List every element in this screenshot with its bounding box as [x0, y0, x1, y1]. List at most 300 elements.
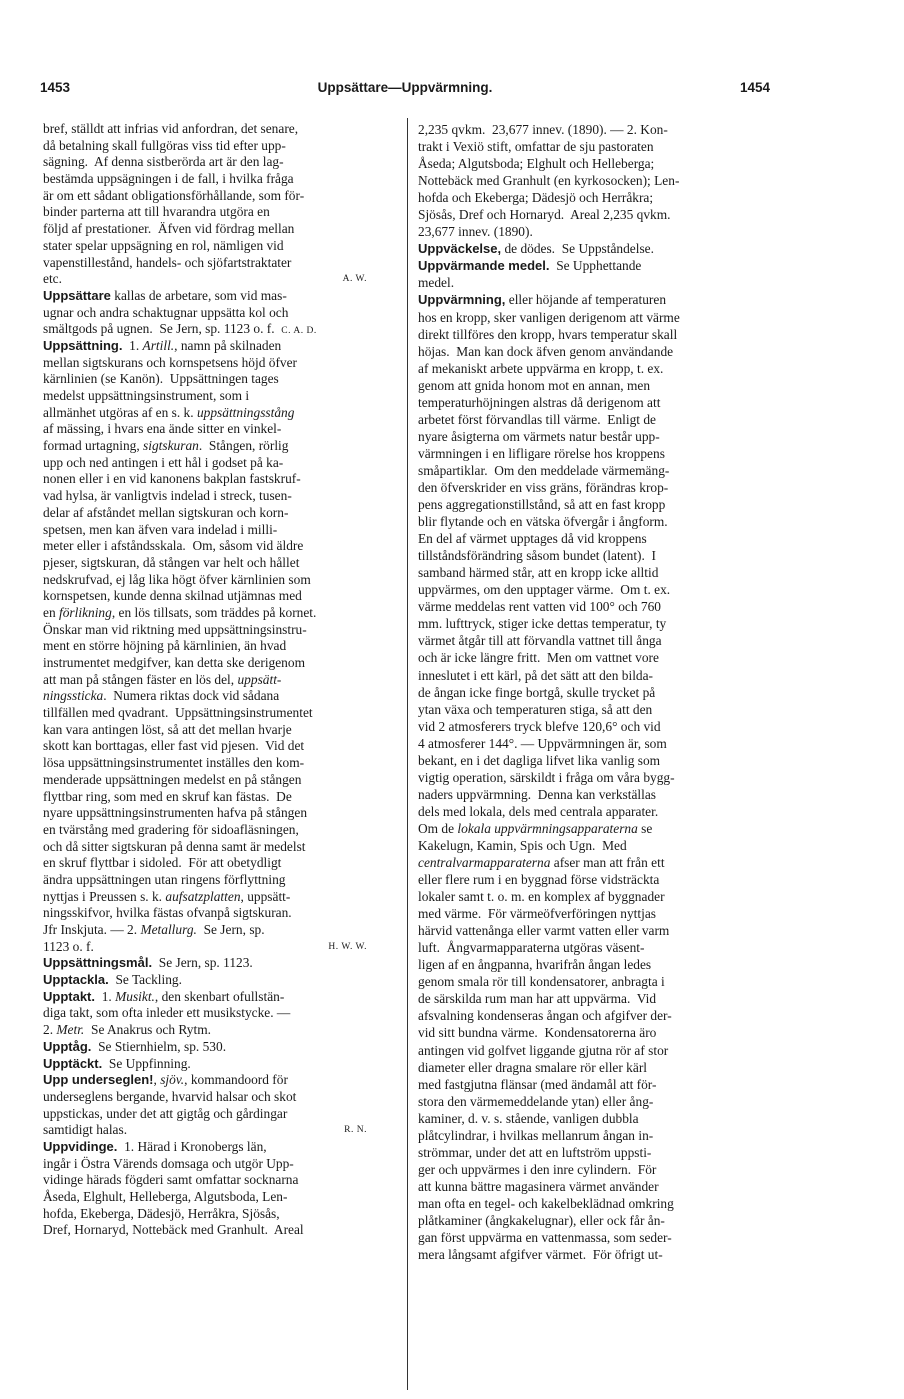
entry-headword: Upp underseglen! [43, 1072, 154, 1088]
line-text: binder parterna att till hvarandra utgöra en [43, 204, 270, 220]
text-line [43, 1139, 389, 1156]
line-text: . Stången, rörlig [198, 438, 289, 454]
line-text: vad hylsa, är vanligtvis indelad i streck, tusen- [43, 488, 292, 504]
line-text: värme meddelas rent vatten vid 100° och 760 [418, 599, 661, 615]
text-line [418, 377, 764, 394]
text-line [43, 1072, 389, 1089]
italic-text: centralvarmapparaterna [418, 855, 551, 871]
text-line [43, 271, 389, 288]
text-line [418, 326, 764, 343]
text-line [43, 738, 389, 755]
line-text: ugnar och andra schaktugnar uppsätta kol och [43, 304, 289, 320]
text-line [418, 496, 764, 513]
line-text: sägning. Af denna sistberörda art är den lag- [43, 154, 284, 170]
text-line [43, 1189, 389, 1206]
text-line [43, 939, 389, 956]
line-text: hofda och Ekeberga; Dädesjö och Herråkra; [418, 190, 654, 206]
text-line [43, 955, 389, 972]
line-text: vigtig operation, särskildt i fråga om våra bygg- [418, 769, 675, 785]
line-text: man ofta en tegel- och kakelbeklädnad omkring [418, 1195, 674, 1211]
line-text: , kommandoord för [184, 1072, 288, 1088]
text-line [418, 956, 764, 973]
line-text: småpartiklar. Om den meddelade värmemäng- [418, 462, 670, 478]
text-line [43, 1206, 389, 1223]
line-text: . Numera riktas dock vid sådana [103, 688, 280, 704]
text-line [418, 257, 764, 274]
line-text: allmänhet utgöras af en s. k. [43, 404, 197, 420]
line-text: , namn på skilnaden [174, 337, 282, 353]
text-line [418, 513, 764, 530]
line-text: ingår i Östra Värends domsaga och utgör Upp- [43, 1155, 294, 1171]
text-line [418, 291, 764, 308]
text-line [43, 655, 389, 672]
text-line [43, 605, 389, 622]
line-text: nyare uppsättningsinstrumenten hafva på stången [43, 805, 308, 821]
line-text: kallas de arbetare, som vid mas- [110, 287, 287, 303]
italic-text: Artill. [142, 337, 175, 353]
text-line [418, 769, 764, 786]
running-title: Uppsättare—Uppvärmning. [317, 80, 493, 95]
text-line [43, 371, 389, 388]
text-line [43, 171, 389, 188]
line-text: vid sitt bundna värme. Kondensatorerna äro [418, 1025, 657, 1041]
text-line [418, 888, 764, 905]
entry-headword: Uppsättning. [43, 337, 123, 353]
line-text: eller höjande af temperaturen [505, 292, 667, 308]
line-text: luft. Ångvarmapparaterna utgöras väsent- [418, 940, 645, 956]
text-line [43, 1172, 389, 1189]
line-text: medel. [418, 275, 455, 291]
author-signature: H. W. W. [328, 941, 367, 952]
text-line [418, 598, 764, 615]
text-line [43, 1222, 389, 1239]
line-text: då betalning skall fullgöras viss tid efter upp- [43, 137, 286, 153]
line-text: Önskar man vid riktning med uppsättningsinstru- [43, 621, 307, 637]
line-text: meter eller i afståndsskala. Om, såsom vid äldre [43, 538, 304, 554]
line-text: Nottebäck med Granhult (en kyrkosocken); Len- [418, 173, 680, 189]
line-text: , en lös tillsats, som träddes på kornet. [111, 604, 317, 620]
line-text: en skruf flyttbar i sidoled. För att obetydligt [43, 855, 282, 871]
text-line [418, 939, 764, 956]
line-text: Jfr Inskjuta. — 2. [43, 922, 141, 937]
text-line [43, 405, 389, 422]
line-text: nyttjas i Preussen s. k. [43, 888, 166, 904]
entry-headword: Uppvärmning, [418, 292, 506, 308]
line-text: Se Jern, sp. 1123. [152, 955, 253, 971]
line-text: genom att gnida honom mot en annan, men [418, 377, 651, 393]
line-text: de särskilda rum man har att uppvärma. Vid [418, 991, 657, 1007]
text-line [43, 488, 389, 505]
text-line [43, 121, 389, 138]
entry-headword: Uppvärmande medel. [418, 258, 550, 274]
text-line [418, 854, 764, 871]
line-text: med fastgjutna flänsar (med ändamål att för- [418, 1076, 657, 1092]
line-text: plåtcylindrar, i hvilkas mellanrum ångan in- [418, 1127, 654, 1143]
text-line [418, 1059, 764, 1076]
text-line [418, 1229, 764, 1246]
line-text: skott kan borttagas, eller fast vid pjesen. Vid det [43, 738, 305, 754]
line-text: arbetet först förvandlas till värme. Enligt de [418, 411, 656, 427]
text-line [418, 121, 764, 138]
text-line [418, 394, 764, 411]
text-line [418, 1007, 764, 1024]
line-text: af mässing, i hvars ena ände sitter en vinkel- [43, 421, 282, 437]
text-line [418, 240, 764, 257]
text-line [418, 1042, 764, 1059]
text-line [43, 672, 389, 689]
italic-text: sjöv. [160, 1072, 185, 1088]
entry-headword: Upptåg. [43, 1038, 92, 1054]
page-header [40, 80, 770, 100]
line-text: En del af värmet upptages då vid kroppens [418, 531, 647, 547]
entry-headword: Upptäckt. [43, 1055, 103, 1071]
line-text: följd af prestationer. Äfven vid fördrag mellan [43, 221, 295, 237]
text-line [43, 622, 389, 639]
italic-text: aufsatzplatten [165, 888, 241, 904]
line-text: af mekaniskt arbete uppvärma en kropp, t. ex. [418, 360, 664, 376]
line-text: etc. [43, 271, 62, 287]
author-signature: R. N. [344, 1125, 367, 1136]
text-line [418, 667, 764, 684]
text-line [43, 221, 389, 238]
line-text: Åseda; Algutsboda; Elghult och Helleberga; [418, 156, 655, 172]
line-text: bref, ställdt att infrias vid anfordran, det senare, [43, 121, 299, 136]
line-text: med värme. För värmeöfverföringen nyttjas [418, 906, 656, 922]
text-line [418, 530, 764, 547]
text-line [43, 572, 389, 589]
italic-text: lokala uppvärmningsapparaterna [457, 820, 638, 836]
text-line [418, 462, 764, 479]
text-line [43, 522, 389, 539]
line-text: tillfällen med qvadrant. Uppsättningsinstrumentet [43, 705, 313, 721]
italic-text: uppsätt- [237, 671, 282, 687]
line-text: smältgods på ugnen. Se Jern, sp. 1123 o. f. [43, 321, 282, 337]
text-line [418, 155, 764, 172]
line-text: underseglens bergande, hvarvid halsar och skot [43, 1088, 297, 1104]
line-text: temperaturhöjningen alstras då derigenom att [418, 394, 661, 410]
line-text: vid 2 atmosferers tryck blefve 120,6° och vid [418, 718, 661, 734]
line-text: ment en större höjning på kärnlinien, än hvad [43, 638, 287, 654]
text-line [43, 588, 389, 605]
italic-text: sigtskuran [143, 438, 199, 454]
line-text: , [153, 1072, 161, 1088]
line-text: spetsen, men kan äfven vara indelad i milli- [43, 521, 278, 537]
line-text: och är icke längre fritt. Men om vattnet vore [418, 650, 659, 666]
text-line [43, 705, 389, 722]
line-text: Se Upphettande [549, 258, 642, 274]
text-line [418, 206, 764, 223]
page-number-left: 1453 [40, 80, 71, 95]
line-text: menderade uppsättningen medelst en på stången [43, 771, 302, 787]
line-text: 23,677 innev. (1890). [418, 224, 533, 240]
entry-headword: Upptackla. [43, 972, 109, 988]
text-line [418, 735, 764, 752]
text-line [43, 1122, 389, 1139]
line-text: kaminer, d. v. s. stående, vanligen dubbla [418, 1110, 639, 1126]
line-text: kornspetsen, kunde denna skilnad utjämnas med [43, 588, 302, 604]
line-text: strömmar, under det att en luftström uppsti- [418, 1144, 652, 1160]
line-text: stater spelar uppsägning en rol, nämligen vid [43, 237, 284, 253]
line-text: antingen vid golfvet liggande gjutna rör af stor [418, 1042, 669, 1058]
text-line [43, 305, 389, 322]
italic-text: förlikning [59, 604, 112, 620]
text-line [418, 411, 764, 428]
text-line [43, 438, 389, 455]
line-text: mera långsamt afgifver värmet. För öfrigt ut- [418, 1247, 663, 1263]
text-line [43, 1056, 389, 1073]
line-text: ändra uppsättningen utan ringens förflyttning [43, 871, 286, 887]
text-line [43, 889, 389, 906]
line-text: lösa uppsättningsinstrumentet inställes den kom- [43, 755, 305, 771]
text-line [43, 455, 389, 472]
line-text: medelst uppsättningsinstrument, som i [43, 388, 250, 403]
text-line [43, 755, 389, 772]
text-line [43, 288, 389, 305]
line-text: flyttbar ring, som med en skruf kan fästas. De [43, 788, 292, 804]
line-text: direkt tillföres den kropp, hvars temperatur skall [418, 326, 678, 342]
text-line [418, 309, 764, 326]
text-line [43, 321, 389, 338]
text-line [418, 1161, 764, 1178]
line-text: en tvärstång med gradering för sidoafläsningen, [43, 821, 299, 837]
line-text: bestämda uppsägningen i de fall, i hvilka fråga [43, 171, 294, 187]
line-text: Se Jern, sp. [196, 922, 265, 937]
line-text: vidinge härads fögderi samt omfattar socknarna [43, 1172, 299, 1188]
line-text: tillståndsförändring såsom bundet (latent). I [418, 548, 657, 564]
line-text: Kakelugn, Kamin, Spis och Ugn. Med [418, 837, 627, 853]
line-text: är om ett sådant obligationsförhållande, som för- [43, 187, 305, 203]
line-text: Se Tackling. [108, 972, 182, 988]
text-line [43, 1089, 389, 1106]
text-line [43, 238, 389, 255]
text-line [418, 786, 764, 803]
text-line [418, 1076, 764, 1093]
line-text: höjas. Man kan dock äfven genom användande [418, 343, 674, 359]
text-line [418, 1144, 764, 1161]
text-line [418, 684, 764, 701]
line-text: delar af afståndet mellan sigtskuran och korn- [43, 504, 289, 520]
text-line [418, 172, 764, 189]
line-text: hofda, Ekeberga, Dädesjö, Herråkra, Sjösås, [43, 1205, 280, 1221]
line-text: den öfverskrider en viss gräns, förändras krop- [418, 479, 669, 495]
line-text: kan vara antingen löst, så att det mellan hvarje [43, 721, 292, 737]
text-line [418, 360, 764, 377]
line-text: vapenstillestånd, handels- och sjöfartstraktater [43, 254, 292, 270]
line-text: samtidigt halas. [43, 1122, 128, 1138]
line-text: de dödes. Se Uppståndelse. [501, 241, 654, 257]
line-text: plåtkaminer (ångkakelugnar), eller ock får ån- [418, 1213, 665, 1228]
text-line [43, 839, 389, 856]
line-text: afsvalning kondenseras ångan och afgifver der- [418, 1008, 672, 1024]
text-line [418, 343, 764, 360]
text-line [418, 1024, 764, 1041]
line-text: instrumentet medgifver, kan detta ske derigenom [43, 655, 305, 670]
line-text: 2,235 qvkm. 23,677 innev. (1890). — 2. Kon- [418, 122, 668, 137]
text-line [418, 1110, 764, 1127]
line-text: 2. [43, 1022, 57, 1038]
text-line [43, 421, 389, 438]
line-text: 4 atmosferer 144°. — Uppvärmningen är, som [418, 735, 667, 751]
text-line [418, 803, 764, 820]
line-text: upp och ned antingen i ett hål i godset på ka- [43, 454, 284, 470]
italic-text: uppsättningsstång [196, 404, 295, 420]
text-line [418, 990, 764, 1007]
line-text: hos en kropp, sker vanligen derigenom att värme [418, 309, 680, 325]
line-text: gan först uppvärma en vattenmassa, som seder- [418, 1230, 672, 1246]
text-line [418, 547, 764, 564]
line-text: 1. [95, 988, 116, 1004]
text-line [43, 872, 389, 889]
text-line [418, 905, 764, 922]
text-line [43, 905, 389, 922]
text-line [43, 1106, 389, 1123]
right-column [418, 121, 764, 1263]
line-text: blir flytande och en vätska öfvergår i ångform. [418, 514, 668, 530]
line-text: genom smala rör till kondensatorer, anbragta i [418, 974, 665, 990]
text-line [43, 688, 389, 705]
line-text: uppstickas, under det att gigtåg och gårdingar [43, 1105, 288, 1121]
line-text: nonen eller i en vid kanonens bakplan fastskruf- [43, 471, 301, 487]
text-line [418, 564, 764, 581]
text-line [43, 188, 389, 205]
line-text: värmet åtgår till att förvandla vattnet till ånga [418, 633, 662, 649]
text-line [418, 632, 764, 649]
italic-text: Metallurg. [140, 922, 197, 937]
text-line [43, 1022, 389, 1039]
text-line [418, 752, 764, 769]
text-line [418, 138, 764, 155]
entry-headword: Uppväckelse, [418, 241, 502, 257]
text-line [43, 822, 389, 839]
text-line [43, 338, 389, 355]
line-text: inneslutet i ett kärl, på det sätt att den bilda- [418, 667, 654, 683]
line-text: mm. lufttryck, stiger icke dettas temperatur, ty [418, 616, 667, 632]
text-line [418, 837, 764, 854]
line-text: Om de [418, 820, 458, 836]
text-line [43, 154, 389, 171]
line-text: 1123 o. f. [43, 938, 94, 954]
line-text: diameter eller dragna smalare rör eller kärl [418, 1059, 648, 1075]
text-line [43, 255, 389, 272]
italic-text: Musikt. [115, 988, 155, 1004]
author-signature: A. W. [342, 274, 367, 285]
line-text: se [637, 820, 653, 836]
line-text: samband härmed står, att en kropp icke alltid [418, 565, 659, 581]
line-text: ytan växa och temperaturen stiga, så att den [418, 701, 653, 717]
line-text: pens aggregationstillstånd, så att en fast kropp [418, 497, 666, 513]
italic-text: Metr. [56, 1022, 85, 1038]
line-text: att man på stången fäster en lös del, [43, 671, 238, 687]
text-line [418, 189, 764, 206]
text-line [418, 581, 764, 598]
line-text: ningsskifvor, hvilka fästas ofvanpå sigtskuran. [43, 905, 292, 921]
text-line [43, 805, 389, 822]
line-text: nyare åsigterna om värmets natur består upp- [418, 428, 660, 444]
text-line [43, 555, 389, 572]
line-text: att kunna bättre magasinera värmet använder [418, 1178, 659, 1194]
text-line [43, 204, 389, 221]
text-line [43, 989, 389, 1006]
entry-headword: Uppvidinge. [43, 1138, 118, 1154]
italic-text: ningssticka [43, 688, 104, 704]
line-text: Se Anakrus och Rytm. [84, 1022, 211, 1038]
entry-headword: Uppsättare [43, 287, 111, 303]
line-text: mellan sigtskurans och kornspetsens höjd öfver [43, 354, 298, 370]
line-text: dels med lokala, dels med centrala apparater. [418, 803, 659, 819]
text-line [418, 1093, 764, 1110]
text-line [43, 972, 389, 989]
text-line [418, 1195, 764, 1212]
text-line [418, 1246, 764, 1263]
text-line [418, 871, 764, 888]
line-text: 1. [122, 337, 143, 353]
text-line [43, 772, 389, 789]
line-text: värmningen i en lifligare rörelse hos kroppens [418, 445, 665, 461]
text-line [43, 138, 389, 155]
text-line [418, 718, 764, 735]
text-line [43, 388, 389, 405]
text-line [418, 973, 764, 990]
text-line [418, 1212, 764, 1229]
line-text: 1. Härad i Kronobergs län, [117, 1138, 267, 1154]
page-number-right: 1454 [739, 80, 770, 95]
text-line [43, 922, 389, 939]
line-text: Dref, Hornaryd, Nottebäck med Granhult. Areal [43, 1222, 304, 1238]
line-text: pjeser, sigtskuran, då stången var helt och hållet [43, 554, 300, 570]
text-line [418, 445, 764, 462]
entry-headword: Uppsättningsmål. [43, 955, 153, 971]
line-text: lokaler samt t. o. m. en komplex af byggnader [418, 889, 665, 905]
line-text: formad urtagning, [43, 438, 144, 454]
line-text: diga takt, som ofta inleder ett musikstycke. — [43, 1005, 291, 1021]
line-text: eller flere rum i en byggnad förse vidsträckta [418, 872, 660, 888]
text-line [43, 855, 389, 872]
line-text: en [43, 604, 59, 620]
line-text: härvid vattenånga eller varmt vatten eller varm [418, 923, 670, 939]
text-line [43, 638, 389, 655]
text-line [43, 355, 389, 372]
entry-headword: Upptakt. [43, 988, 95, 1004]
line-text: , den skenbart ofullstän- [154, 988, 285, 1004]
line-text: bekant, en i det dagliga lifvet lika vanlig som [418, 752, 661, 768]
text-line [418, 701, 764, 718]
text-line [418, 820, 764, 837]
line-text: ligen af en ångpanna, hvarifrån ångan ledes [418, 957, 652, 973]
line-text: Se Uppfinning. [102, 1055, 191, 1071]
text-line [418, 1127, 764, 1144]
line-text: och då sitter sigtskuran på denna samt är medelst [43, 838, 306, 854]
text-line [418, 479, 764, 496]
text-line [43, 722, 389, 739]
line-text: kärnlinien (se Kanön). Uppsättningen tages [43, 371, 279, 387]
text-line [43, 1005, 389, 1022]
line-text: , uppsätt- [240, 888, 291, 904]
left-column [43, 121, 389, 1239]
line-text: ger och uppvärmes i den inre cylindern. För [418, 1161, 657, 1177]
text-line [418, 274, 764, 291]
line-text: afser man att från ett [550, 855, 665, 871]
line-text: Åseda, Elghult, Helleberga, Algutsboda, Len- [43, 1189, 288, 1204]
text-line [43, 789, 389, 806]
line-text: stora den värmemeddelande ytan) eller ång- [418, 1093, 654, 1109]
line-text: de ångan icke finge bortgå, skulle trycket på [418, 684, 656, 700]
text-line [43, 1156, 389, 1173]
column-divider [407, 118, 408, 1390]
line-text: trakt i Vexiö stift, omfattar de sju pastoraten [418, 139, 654, 155]
author-signature: C. A. D. [281, 326, 317, 337]
text-line [43, 1039, 389, 1056]
text-line [418, 615, 764, 632]
